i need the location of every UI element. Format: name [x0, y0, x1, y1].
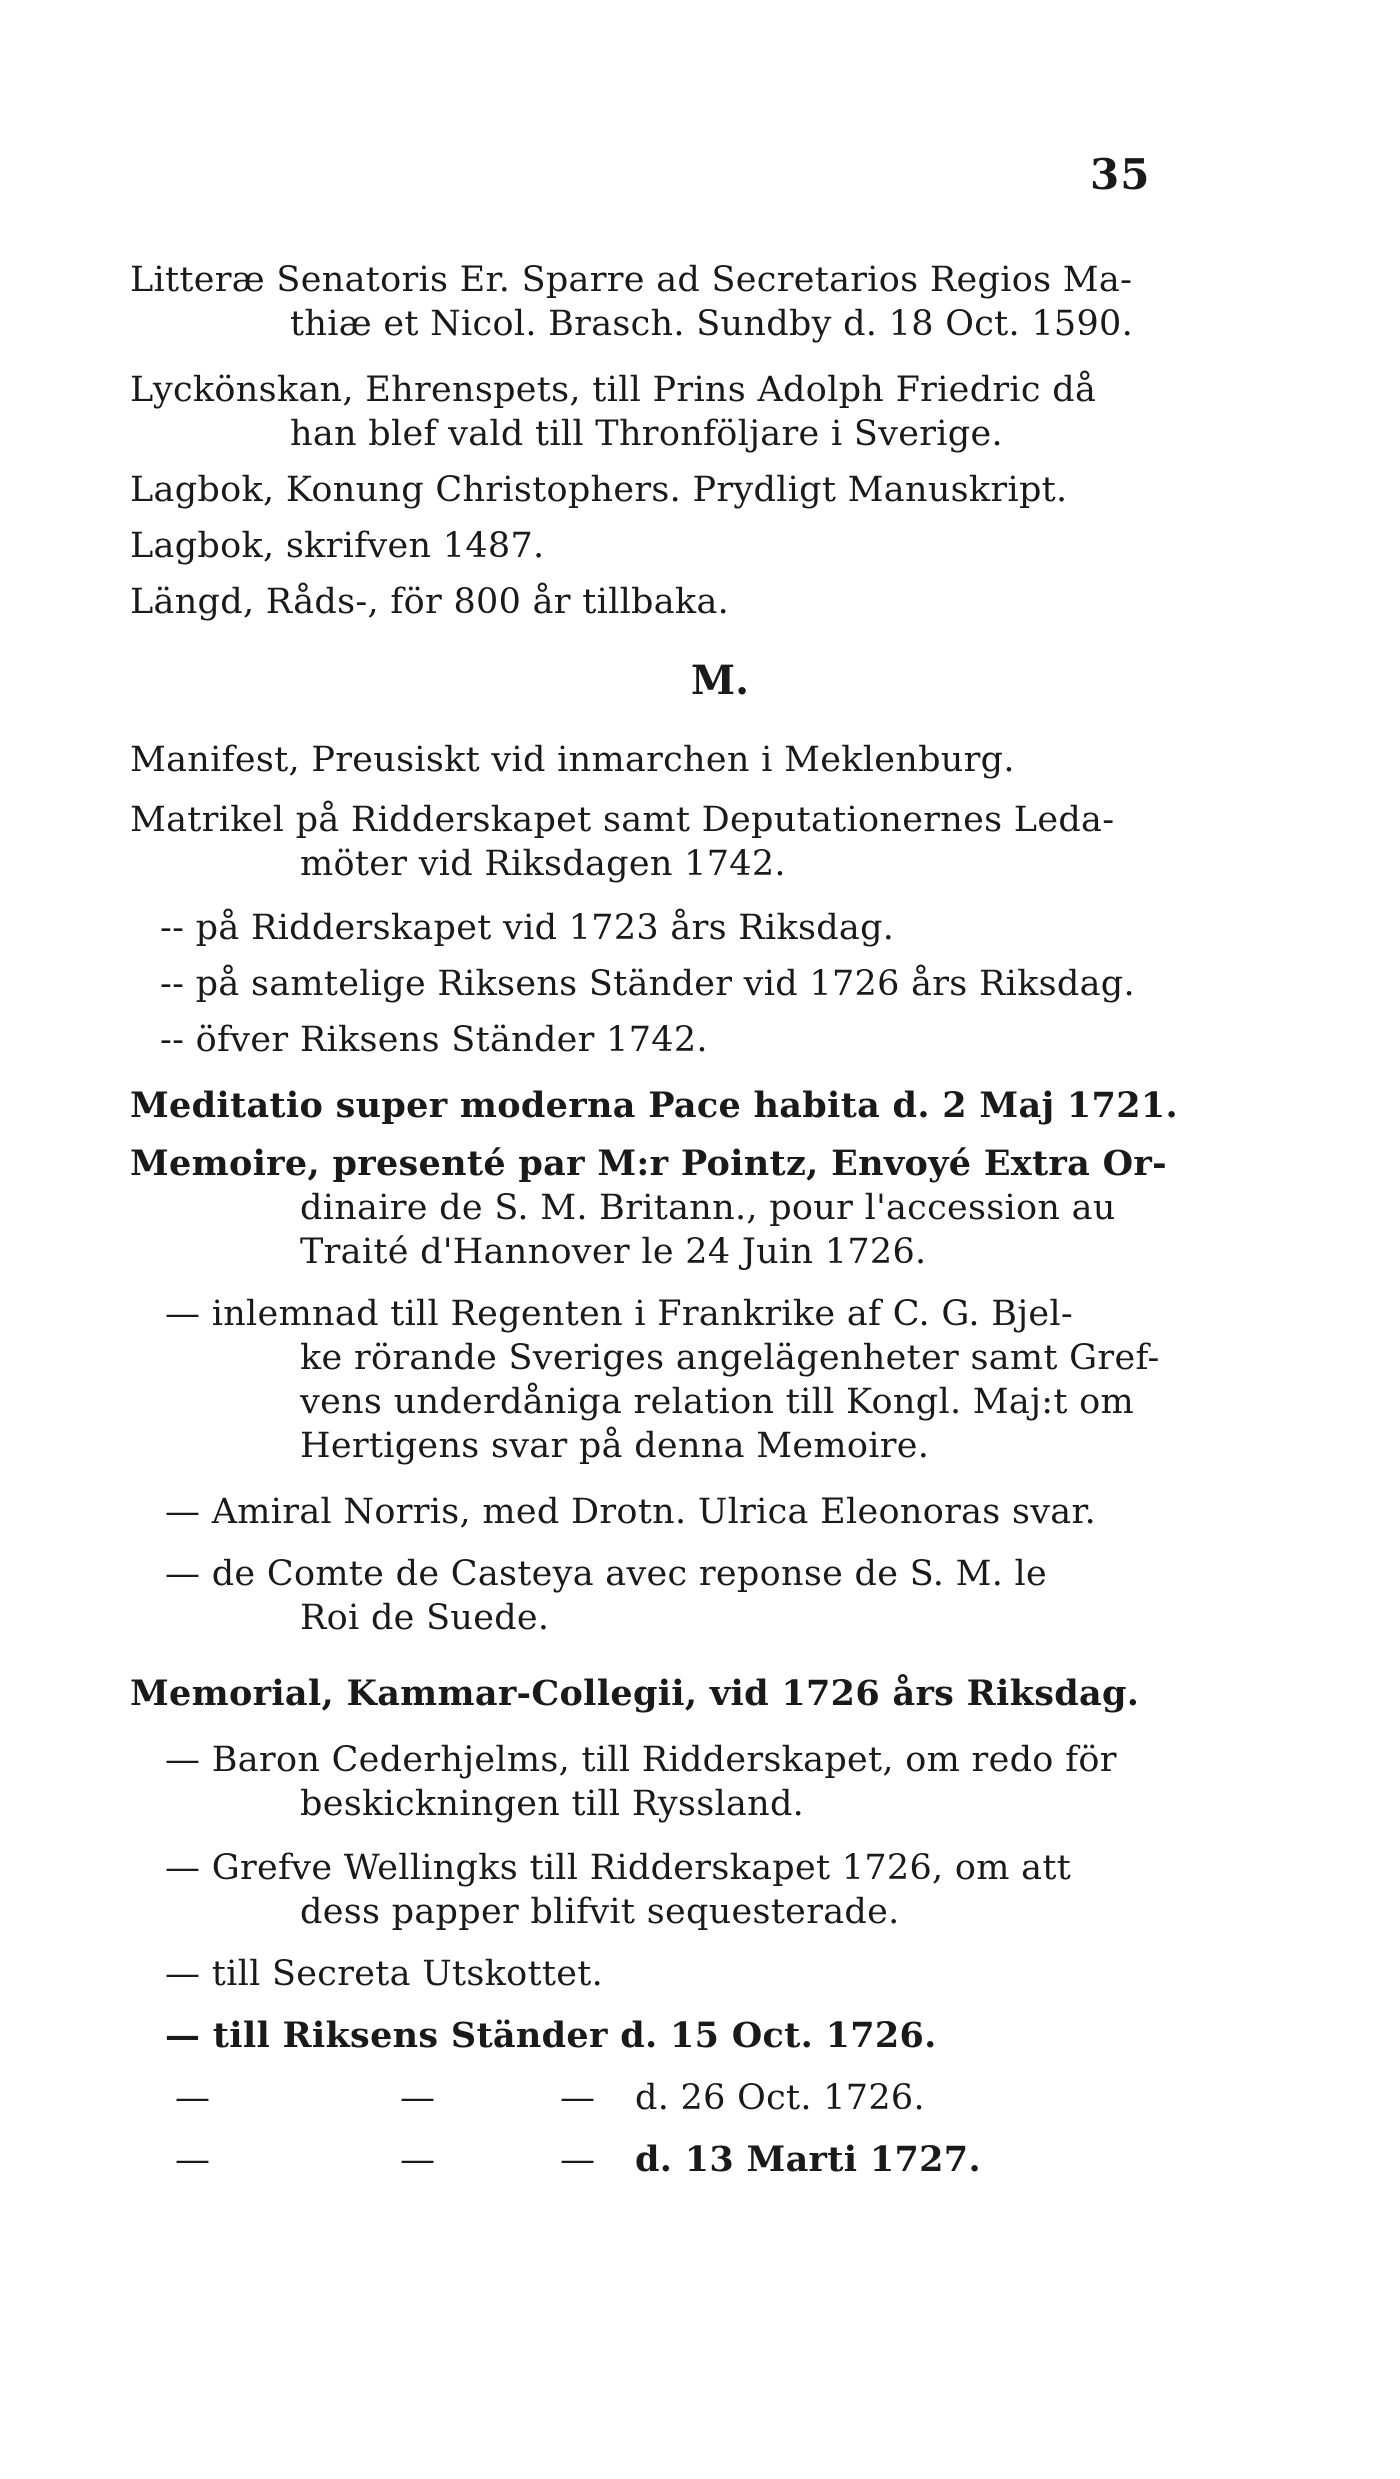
entry-line: -- på Ridderskapet vid 1723 års Riksdag.	[160, 908, 895, 948]
entry-line: Längd, Råds-, för 800 år tillbaka.	[130, 582, 730, 622]
ditto-dash: —	[175, 2078, 210, 2118]
entry-line: beskickningen till Ryssland.	[300, 1784, 805, 1824]
ditto-dash: —	[560, 2140, 595, 2180]
entry-line: -- öfver Riksens Ständer 1742.	[160, 1020, 708, 1060]
entry-line: dinaire de S. M. Britann., pour l'accession au	[300, 1188, 1116, 1228]
entry-line: Meditatio super moderna Pace habita d. 2 Maj 1721.	[130, 1085, 1178, 1126]
entry-line: — Amiral Norris, med Drotn. Ulrica Eleonoras svar.	[165, 1492, 1097, 1532]
entry-line: thiæ et Nicol. Brasch. Sundby d. 18 Oct. 1590.	[290, 304, 1134, 344]
entry-line: d. 26 Oct. 1726.	[635, 2078, 925, 2118]
entry-line: -- på samtelige Riksens Ständer vid 1726 års Riksdag.	[160, 964, 1135, 1004]
entry-line: — till Riksens Ständer d. 15 Oct. 1726.	[165, 2015, 937, 2056]
ditto-dash: —	[560, 2078, 595, 2118]
ditto-dash: —	[175, 2140, 210, 2180]
entry-line: d. 13 Marti 1727.	[635, 2139, 981, 2180]
ditto-dash: —	[400, 2078, 435, 2118]
entry-line: Manifest, Preusiskt vid inmarchen i Meklenburg.	[130, 740, 1015, 780]
entry-line: — Grefve Wellingks till Ridderskapet 1726, om att	[165, 1848, 1072, 1888]
entry-line: — inlemnad till Regenten i Frankrike af C. G. Bjel-	[165, 1294, 1074, 1334]
entry-line: — till Secreta Utskottet.	[165, 1954, 604, 1994]
entry-line: Memoire, presenté par M:r Pointz, Envoyé Extra Or-	[130, 1143, 1167, 1184]
entry-line: Lagbok, Konung Christophers. Prydligt Manuskript.	[130, 470, 1068, 510]
entry-line: — de Comte de Casteya avec reponse de S. M. le	[165, 1554, 1048, 1594]
entry-line: vens underdåniga relation till Kongl. Maj:t om	[300, 1382, 1134, 1422]
ditto-dash: —	[400, 2140, 435, 2180]
entry-line: Roi de Suede.	[300, 1598, 550, 1638]
entry-line: han blef vald till Thronföljare i Sverige.	[290, 414, 1003, 454]
entry-line: Lyckönskan, Ehrenspets, till Prins Adolph Friedric då	[130, 370, 1097, 410]
section-heading: M.	[690, 657, 750, 704]
entry-line: möter vid Riksdagen 1742.	[300, 844, 786, 884]
entry-line: Memorial, Kammar-Collegii, vid 1726 års Riksdag.	[130, 1673, 1140, 1714]
entry-line: dess papper blifvit sequesterade.	[300, 1892, 900, 1932]
entry-line: — Baron Cederhjelms, till Ridderskapet, om redo för	[165, 1740, 1117, 1780]
entry-line: Traité d'Hannover le 24 Juin 1726.	[300, 1232, 927, 1272]
entry-line: Hertigens svar på denna Memoire.	[300, 1426, 930, 1466]
entry-line: Litteræ Senatoris Er. Sparre ad Secretarios Regios Ma-	[130, 260, 1133, 300]
page-number: 35	[1090, 150, 1151, 199]
entry-line: ke rörande Sveriges angelägenheter samt Gref-	[300, 1338, 1160, 1378]
entry-line: Matrikel på Ridderskapet samt Deputationernes Leda-	[130, 800, 1115, 840]
entry-line: Lagbok, skrifven 1487.	[130, 526, 545, 566]
